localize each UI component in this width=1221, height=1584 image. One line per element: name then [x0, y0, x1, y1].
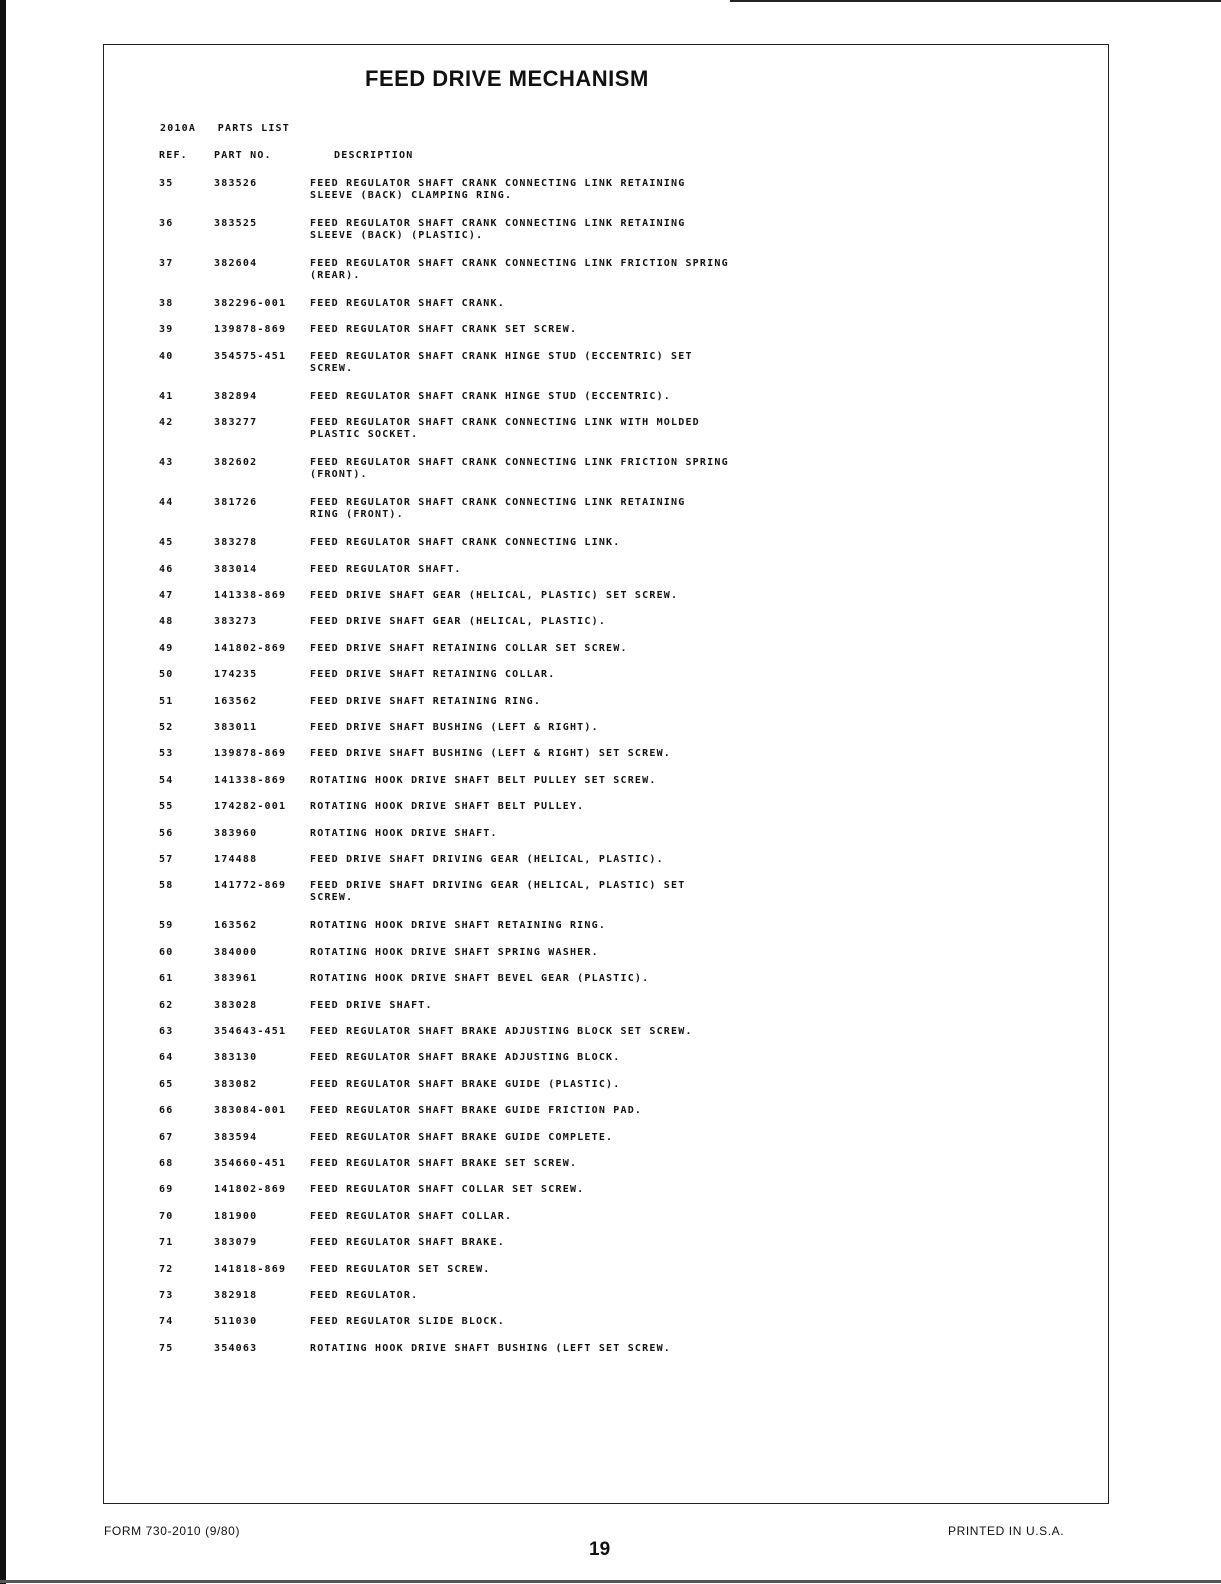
part-description: FEED REGULATOR SHAFT BRAKE.: [310, 1237, 505, 1249]
part-description: FEED REGULATOR SLIDE BLOCK.: [310, 1316, 505, 1328]
part-description: FEED REGULATOR SHAFT CRANK.: [310, 298, 505, 309]
part-number: 163562: [214, 920, 258, 932]
part-ref: 58: [159, 880, 174, 892]
part-number: 383011: [214, 722, 258, 733]
part-number: 383960: [214, 827, 258, 839]
part-ref: 61: [159, 973, 174, 985]
part-number: 141338-869: [214, 590, 287, 601]
part-description: FEED REGULATOR SHAFT.: [310, 563, 462, 575]
part-ref: 52: [159, 722, 174, 733]
part-number: 384000: [214, 946, 258, 958]
part-number: 354643-451: [214, 1026, 287, 1037]
part-description: FEED REGULATOR SHAFT CRANK CONNECTING LINK RETAINING SLEEVE (BACK) CLAMPING RING.: [310, 178, 686, 201]
part-number: 511030: [214, 1316, 258, 1328]
part-description: FEED REGULATOR SHAFT CRANK CONNECTING LINK.: [310, 537, 621, 549]
part-description: FEED DRIVE SHAFT.: [310, 999, 433, 1011]
parts-list-heading: [160, 123, 290, 135]
part-description: FEED REGULATOR SHAFT BRAKE GUIDE (PLASTIC).: [310, 1078, 621, 1090]
part-ref: 57: [159, 854, 174, 865]
part-number: 383961: [214, 973, 258, 985]
part-number: 383028: [214, 999, 258, 1011]
part-description: FEED REGULATOR SHAFT CRANK HINGE STUD (ECCENTRIC) SET SCREW.: [310, 350, 693, 374]
scan-edge-bottom: [0, 1580, 1221, 1583]
part-ref: 46: [159, 563, 174, 575]
part-number: 382296-001: [214, 298, 287, 309]
part-ref: 50: [159, 669, 174, 681]
part-ref: 53: [159, 748, 174, 760]
part-number: 139878-869: [214, 748, 287, 760]
part-number: 383014: [214, 563, 258, 575]
part-ref: 35: [159, 178, 174, 189]
part-description: FEED DRIVE SHAFT BUSHING (LEFT & RIGHT) SET SCREW.: [310, 748, 672, 760]
part-description: FEED DRIVE SHAFT BUSHING (LEFT & RIGHT).: [310, 722, 599, 733]
part-description: FEED DRIVE SHAFT RETAINING COLLAR.: [310, 669, 556, 681]
scan-edge-top: [730, 0, 1221, 2]
printed-in: PRINTED IN U.S.A.: [948, 1524, 1065, 1538]
part-ref: 65: [159, 1078, 174, 1090]
part-description: FEED DRIVE SHAFT GEAR (HELICAL, PLASTIC) SET SCREW.: [310, 590, 679, 601]
part-ref: 73: [159, 1290, 174, 1301]
part-number: 141772-869: [214, 880, 287, 892]
part-ref: 41: [159, 390, 174, 402]
part-ref: 45: [159, 537, 174, 549]
part-description: FEED DRIVE SHAFT GEAR (HELICAL, PLASTIC).: [310, 616, 607, 628]
part-ref: 75: [159, 1342, 174, 1354]
part-ref: 64: [159, 1052, 174, 1064]
part-ref: 56: [159, 827, 174, 839]
part-number: 181900: [214, 1210, 258, 1222]
part-ref: 49: [159, 642, 174, 654]
part-ref: 37: [159, 258, 174, 269]
part-number: 383273: [214, 616, 258, 628]
part-ref: 74: [159, 1316, 174, 1328]
part-number: 141802-869: [214, 1184, 287, 1196]
form-code: 2010A: [160, 123, 197, 134]
part-number: 383082: [214, 1078, 258, 1090]
part-description: ROTATING HOOK DRIVE SHAFT BUSHING (LEFT SET SCREW.: [310, 1342, 672, 1354]
part-ref: 71: [159, 1237, 174, 1249]
list-label: PARTS LIST: [217, 123, 290, 134]
part-number: 141338-869: [214, 774, 287, 786]
part-description: FEED DRIVE SHAFT RETAINING COLLAR SET SCREW.: [310, 642, 628, 654]
part-description: FEED REGULATOR SHAFT BRAKE GUIDE FRICTION PAD.: [310, 1105, 643, 1117]
part-ref: 72: [159, 1263, 174, 1275]
part-number: 383594: [214, 1131, 258, 1143]
part-ref: 70: [159, 1210, 174, 1222]
part-description: FEED REGULATOR SHAFT BRAKE ADJUSTING BLOCK SET SCREW.: [310, 1026, 693, 1037]
part-description: FEED REGULATOR SHAFT CRANK CONNECTING LINK RETAINING SLEEVE (BACK) (PLASTIC).: [310, 218, 686, 241]
part-ref: 47: [159, 590, 174, 601]
part-description: FEED REGULATOR SET SCREW.: [310, 1263, 491, 1275]
part-number: 141818-869: [214, 1263, 287, 1275]
part-description: FEED DRIVE SHAFT RETAINING RING.: [310, 695, 542, 707]
part-number: 382894: [214, 390, 258, 402]
part-description: FEED REGULATOR SHAFT COLLAR SET SCREW.: [310, 1184, 585, 1196]
part-description: FEED REGULATOR.: [310, 1290, 419, 1301]
part-ref: 39: [159, 324, 174, 336]
part-number: 141802-869: [214, 642, 287, 654]
part-ref: 36: [159, 218, 174, 229]
part-number: 354660-451: [214, 1158, 287, 1169]
part-number: 174235: [214, 669, 258, 681]
page-number: 19: [589, 1539, 611, 1560]
part-number: 381726: [214, 497, 258, 509]
part-description: FEED REGULATOR SHAFT BRAKE SET SCREW.: [310, 1158, 578, 1169]
part-ref: 67: [159, 1131, 174, 1143]
part-number: 174488: [214, 854, 258, 865]
part-description: ROTATING HOOK DRIVE SHAFT BEVEL GEAR (PLASTIC).: [310, 973, 650, 985]
part-ref: 38: [159, 298, 174, 309]
column-header-ref: REF.: [159, 150, 188, 161]
part-ref: 51: [159, 695, 174, 707]
part-number: 354063: [214, 1342, 258, 1354]
part-number: 139878-869: [214, 324, 287, 336]
part-ref: 40: [159, 350, 174, 362]
part-number: 383525: [214, 218, 258, 229]
part-ref: 60: [159, 946, 174, 958]
part-description: ROTATING HOOK DRIVE SHAFT BELT PULLEY SET SCREW.: [310, 774, 657, 786]
part-description: FEED REGULATOR SHAFT CRANK SET SCREW.: [310, 324, 578, 336]
part-ref: 48: [159, 616, 174, 628]
part-description: FEED REGULATOR SHAFT BRAKE GUIDE COMPLETE.: [310, 1131, 614, 1143]
part-number: 383278: [214, 537, 258, 549]
page-title: FEED DRIVE MECHANISM: [365, 66, 649, 91]
part-number: 383277: [214, 417, 258, 429]
part-description: FEED REGULATOR SHAFT CRANK CONNECTING LINK FRICTION SPRING (REAR).: [310, 258, 729, 281]
part-ref: 42: [159, 417, 174, 429]
part-description: ROTATING HOOK DRIVE SHAFT RETAINING RING.: [310, 920, 607, 932]
part-ref: 55: [159, 801, 174, 813]
part-description: FEED REGULATOR SHAFT BRAKE ADJUSTING BLOCK.: [310, 1052, 621, 1064]
part-ref: 69: [159, 1184, 174, 1196]
part-ref: 68: [159, 1158, 174, 1169]
part-description: ROTATING HOOK DRIVE SHAFT SPRING WASHER.: [310, 946, 599, 958]
column-header-description: DESCRIPTION: [334, 150, 414, 161]
part-description: FEED DRIVE SHAFT DRIVING GEAR (HELICAL, PLASTIC).: [310, 854, 664, 865]
part-number: 354575-451: [214, 350, 287, 362]
part-description: FEED REGULATOR SHAFT CRANK CONNECTING LINK RETAINING RING (FRONT).: [310, 497, 686, 521]
part-number: 383130: [214, 1052, 258, 1064]
part-description: FEED DRIVE SHAFT DRIVING GEAR (HELICAL, PLASTIC) SET SCREW.: [310, 880, 686, 904]
part-description: FEED REGULATOR SHAFT CRANK CONNECTING LINK WITH MOLDED PLASTIC SOCKET.: [310, 417, 700, 441]
part-description: ROTATING HOOK DRIVE SHAFT BELT PULLEY.: [310, 801, 585, 813]
part-number: 382604: [214, 258, 258, 269]
part-ref: 66: [159, 1105, 174, 1117]
scan-edge-left: [0, 0, 6, 1584]
part-description: FEED REGULATOR SHAFT COLLAR.: [310, 1210, 513, 1222]
part-ref: 63: [159, 1026, 174, 1037]
part-ref: 59: [159, 920, 174, 932]
part-number: 382918: [214, 1290, 258, 1301]
part-number: 383084-001: [214, 1105, 287, 1117]
part-ref: 62: [159, 999, 174, 1011]
part-number: 383079: [214, 1237, 258, 1249]
part-number: 174282-001: [214, 801, 287, 813]
part-description: ROTATING HOOK DRIVE SHAFT.: [310, 827, 498, 839]
part-number: 382602: [214, 457, 258, 469]
form-number: FORM 730-2010 (9/80): [104, 1524, 241, 1538]
part-ref: 43: [159, 457, 174, 469]
part-number: 383526: [214, 178, 258, 189]
part-ref: 44: [159, 497, 174, 509]
part-ref: 54: [159, 774, 174, 786]
part-description: FEED REGULATOR SHAFT CRANK CONNECTING LINK FRICTION SPRING (FRONT).: [310, 457, 729, 481]
part-number: 163562: [214, 695, 258, 707]
column-header-part-no: PART NO.: [214, 150, 272, 161]
part-description: FEED REGULATOR SHAFT CRANK HINGE STUD (ECCENTRIC).: [310, 390, 672, 402]
